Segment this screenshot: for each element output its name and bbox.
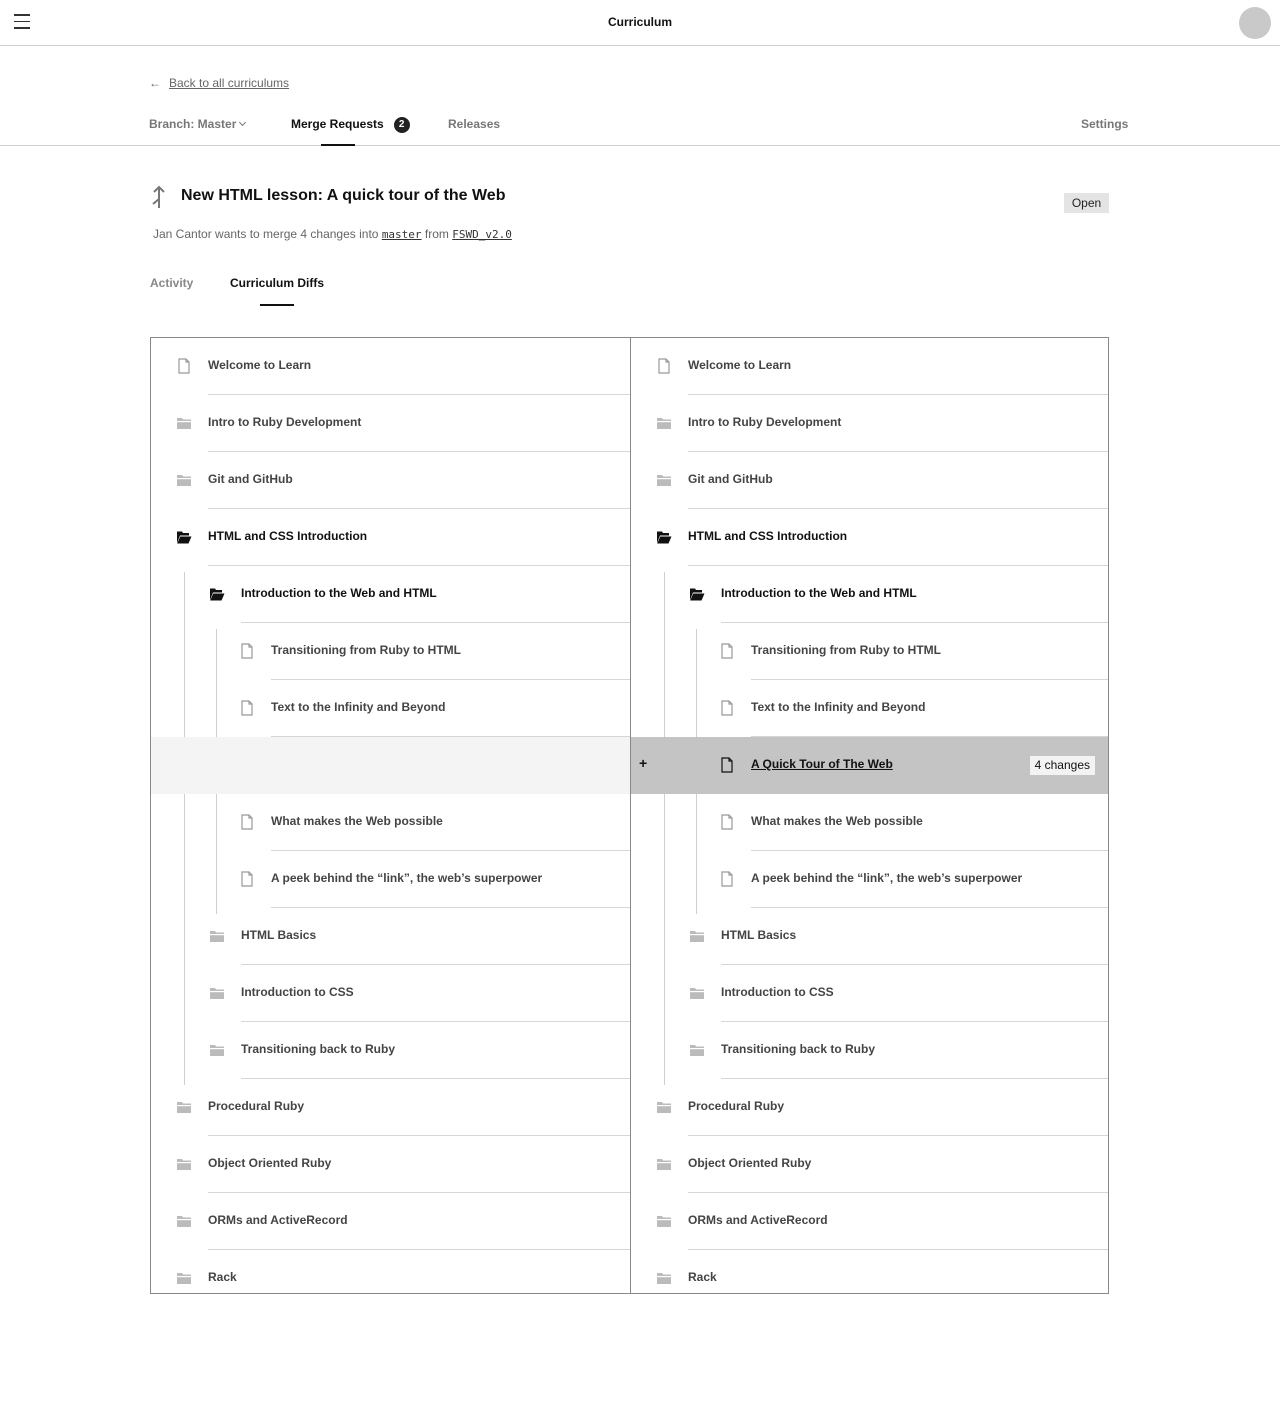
folder-open-icon (689, 586, 705, 602)
diff-row[interactable] (151, 1250, 630, 1293)
diff-row[interactable] (631, 965, 1109, 1022)
folder-icon (656, 1099, 672, 1115)
diff-row[interactable] (151, 338, 630, 395)
folder-icon (689, 1042, 705, 1058)
file-icon (719, 700, 735, 716)
diff-row-label: Welcome to Learn (208, 358, 312, 372)
diff-row-label: Intro to Ruby Development (688, 415, 842, 429)
diff-row[interactable] (151, 1193, 630, 1250)
meta-text: Jan Cantor wants to merge 4 changes into (153, 227, 379, 241)
diff-row-label: Procedural Ruby (208, 1099, 305, 1113)
diff-row[interactable] (631, 395, 1109, 452)
merge-request-meta (153, 227, 512, 241)
diff-row[interactable] (631, 1136, 1109, 1193)
diff-row-label: Rack (208, 1270, 237, 1284)
folder-icon (176, 1156, 192, 1172)
folder-open-icon (209, 586, 225, 602)
file-icon (239, 871, 255, 887)
target-branch-link[interactable]: master (381, 228, 422, 241)
merge-requests-label: Merge Requests (291, 117, 384, 131)
tab-merge-requests[interactable] (291, 117, 410, 134)
added-marker: + (639, 755, 648, 771)
diff-row[interactable] (151, 566, 630, 623)
source-branch-link[interactable]: FSWD_v2.0 (452, 228, 512, 241)
file-icon (719, 871, 735, 887)
diff-row-label: Introduction to the Web and HTML (721, 586, 917, 600)
diff-row-label: A peek behind the “link”, the web’s superpower (271, 871, 543, 885)
diff-row[interactable] (631, 851, 1109, 908)
folder-icon (176, 1270, 192, 1286)
tab-curriculum-diffs[interactable]: Curriculum Diffs (230, 276, 325, 290)
active-tab-indicator (321, 144, 355, 146)
diff-row-label: Intro to Ruby Development (208, 415, 362, 429)
diff-row-label: ORMs and ActiveRecord (688, 1213, 828, 1227)
file-icon (176, 358, 192, 374)
file-icon (239, 643, 255, 659)
diff-row[interactable] (631, 1193, 1109, 1250)
diff-row-label: Rack (688, 1270, 717, 1284)
folder-open-icon (656, 529, 672, 545)
diff-row[interactable] (151, 908, 630, 965)
app-title: Curriculum (607, 15, 672, 29)
diff-row-label: Welcome to Learn (688, 358, 792, 372)
merge-icon (150, 185, 168, 209)
diff-row-label: Object Oriented Ruby (208, 1156, 332, 1170)
diff-row[interactable] (631, 338, 1109, 395)
diff-row-label: Text to the Infinity and Beyond (271, 700, 446, 714)
back-link[interactable] (149, 76, 289, 90)
diff-row[interactable] (631, 452, 1109, 509)
diff-row-label: Procedural Ruby (688, 1099, 785, 1113)
folder-icon (656, 472, 672, 488)
tab-releases[interactable]: Releases (448, 117, 501, 131)
diff-row-label: What makes the Web possible (751, 814, 923, 828)
diff-row-label: Introduction to CSS (721, 985, 834, 999)
diff-row[interactable] (151, 1136, 630, 1193)
diff-row-label: What makes the Web possible (271, 814, 443, 828)
back-link-label: Back to all curriculums (169, 76, 290, 90)
diff-row[interactable] (151, 965, 630, 1022)
file-icon (239, 700, 255, 716)
diff-row-label: Git and GitHub (688, 472, 773, 486)
diff-row[interactable] (151, 395, 630, 452)
diff-row-label: HTML and CSS Introduction (208, 529, 368, 543)
diff-row[interactable] (631, 1079, 1109, 1136)
folder-open-icon (176, 529, 192, 545)
diff-row-label: Introduction to CSS (241, 985, 354, 999)
diff-row-label: Git and GitHub (208, 472, 293, 486)
diff-row[interactable] (631, 908, 1109, 965)
folder-icon (176, 472, 192, 488)
diff-pane-base (151, 338, 630, 1293)
diff-row-added[interactable] (631, 737, 1109, 794)
arrow-left-icon: ← (149, 76, 161, 90)
diff-row-label: HTML Basics (721, 928, 797, 942)
diff-row-label: Introduction to the Web and HTML (241, 586, 437, 600)
diff-pane-head (630, 338, 1109, 1293)
diff-row-label: Transitioning back to Ruby (721, 1042, 876, 1056)
branch-selector[interactable] (149, 117, 245, 131)
top-bar (0, 0, 1280, 46)
diff-row[interactable] (151, 1079, 630, 1136)
diff-row[interactable] (631, 794, 1109, 851)
diff-row[interactable] (631, 1250, 1109, 1293)
diff-row[interactable] (631, 680, 1109, 737)
folder-icon (209, 928, 225, 944)
diff-row[interactable] (631, 1022, 1109, 1079)
diff-row[interactable] (151, 794, 630, 851)
diff-row[interactable] (151, 623, 630, 680)
branch-label: Branch: Master (149, 117, 237, 131)
diff-row[interactable] (151, 509, 630, 566)
file-icon (719, 757, 735, 773)
avatar[interactable] (1239, 7, 1271, 39)
folder-icon (209, 985, 225, 1001)
diff-row[interactable] (151, 452, 630, 509)
folder-icon (656, 1213, 672, 1229)
diff-row-label: Transitioning from Ruby to HTML (271, 643, 461, 657)
merge-requests-count-badge: 2 (394, 117, 410, 133)
merge-request-title: New HTML lesson: A quick tour of the Web (181, 187, 506, 204)
folder-icon (656, 1156, 672, 1172)
diff-row-label: ORMs and ActiveRecord (208, 1213, 348, 1227)
diff-row-label: HTML Basics (241, 928, 317, 942)
folder-icon (209, 1042, 225, 1058)
status-badge: Open (1064, 193, 1109, 213)
file-icon (719, 643, 735, 659)
file-icon (656, 358, 672, 374)
diff-row[interactable] (151, 851, 630, 908)
diff-row[interactable] (631, 566, 1109, 623)
diff-row[interactable] (631, 509, 1109, 566)
diff-row-label: Transitioning back to Ruby (241, 1042, 396, 1056)
tab-activity[interactable]: Activity (150, 276, 194, 290)
diff-row-label: HTML and CSS Introduction (688, 529, 848, 543)
diff-row-label: Object Oriented Ruby (688, 1156, 812, 1170)
diff-row-label: A Quick Tour of The Web (751, 757, 893, 771)
diff-row[interactable] (151, 680, 630, 737)
chevron-down-icon (239, 119, 246, 126)
curriculum-diff (150, 337, 1109, 1294)
folder-icon (689, 985, 705, 1001)
folder-icon (176, 1213, 192, 1229)
file-icon (719, 814, 735, 830)
meta-from: from (424, 227, 449, 241)
diff-row-label: A peek behind the “link”, the web’s superpower (751, 871, 1023, 885)
folder-icon (656, 415, 672, 431)
diff-row-label: Text to the Infinity and Beyond (751, 700, 926, 714)
tab-settings[interactable]: Settings (1081, 117, 1129, 131)
curriculum-nav (0, 104, 1280, 146)
diff-row[interactable] (151, 1022, 630, 1079)
folder-icon (176, 1099, 192, 1115)
folder-icon (176, 415, 192, 431)
file-icon (239, 814, 255, 830)
diff-row[interactable] (631, 623, 1109, 680)
diff-row-label: Transitioning from Ruby to HTML (751, 643, 941, 657)
active-tab-indicator (260, 304, 294, 306)
diff-row-placeholder (151, 737, 630, 794)
folder-icon (656, 1270, 672, 1286)
changes-badge[interactable]: 4 changes (1030, 756, 1095, 775)
folder-icon (689, 928, 705, 944)
